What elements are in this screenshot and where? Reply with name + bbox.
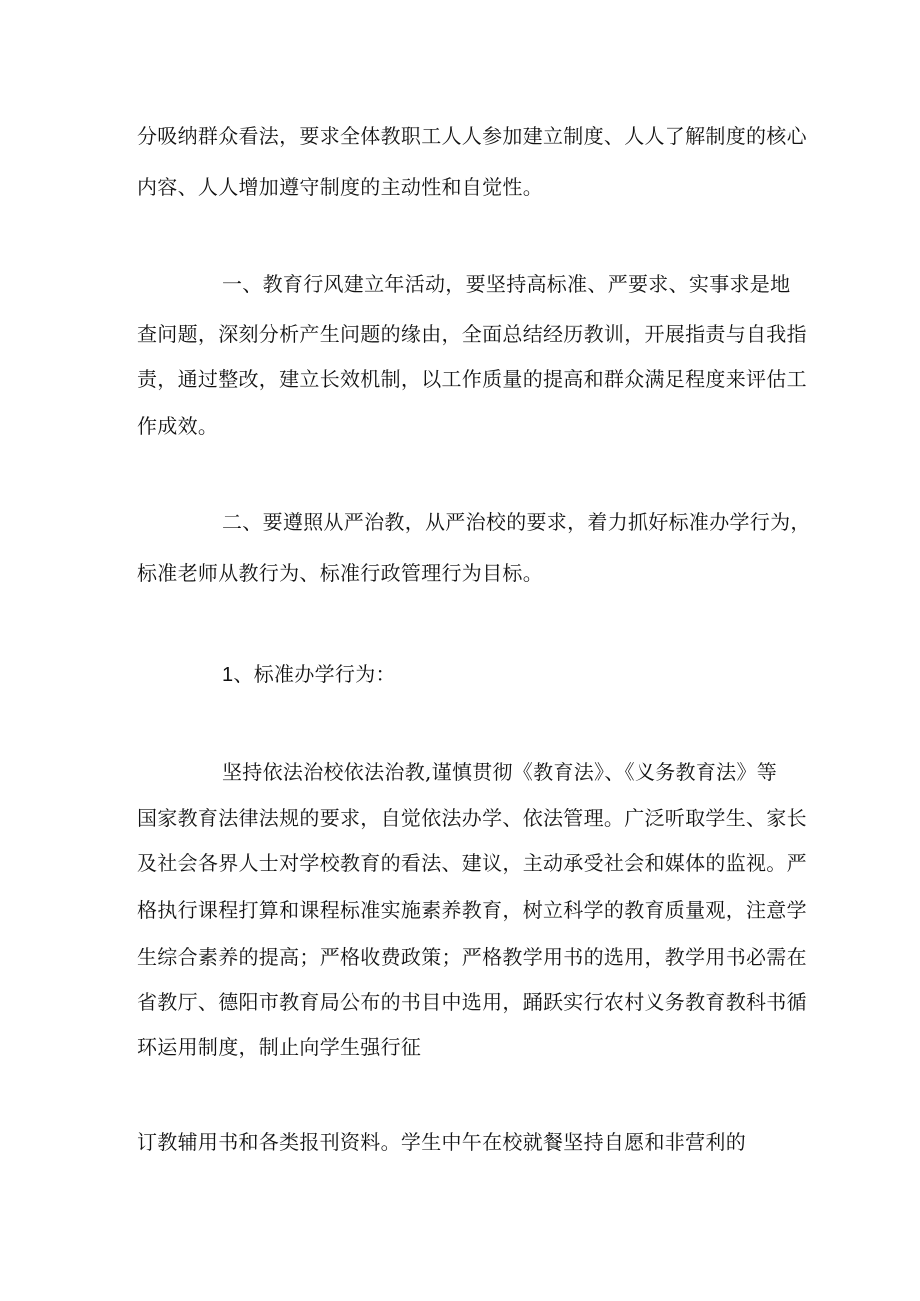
text-line: 二、要遵照从严治教，从严治校的要求，着力抓好标准办学行为， [222, 510, 811, 534]
text-line: 作成效。 [137, 414, 219, 438]
text-line: 标准老师从教行为、标准行政管理行为目标。 [137, 561, 543, 585]
text-line: 格执行课程打算和课程标准实施素养教育，树立科学的教育质量观，注意学 [137, 898, 807, 922]
text-line: 坚持依法治校依法治教,谨慎贯彻《教育法》、《义务教育法》等 [222, 760, 778, 784]
text-line: 分吸纳群众看法，要求全体教职工人人参加建立制度、人人了解制度的核心 [137, 124, 807, 148]
text-line: 省教厅、德阳市教育局公布的书目中选用，踊跃实行农村义务教育教科书循 [137, 990, 807, 1014]
section-heading: 1、标准办学行为： [222, 664, 396, 686]
text-line: 及社会各界人士对学校教育的看法、建议，主动承受社会和媒体的监视。严 [137, 851, 807, 875]
text-line: 责，通过整改，建立长效机制，以工作质量的提高和群众满足程度来评估工 [137, 367, 807, 391]
text-line: 环运用制度，制止向学生强行征 [137, 1035, 422, 1059]
text-line: 查问题，深刻分析产生问题的缘由，全面总结经历教训，开展指责与自我指 [137, 322, 807, 346]
text-line: 订教辅用书和各类报刊资料。学生中午在校就餐坚持自愿和非营利的 [137, 1130, 746, 1154]
text-line: 一、教育行风建立年活动，要坚持高标准、严要求、实事求是地 [222, 272, 791, 296]
text-line: 内容、人人增加遵守制度的主动性和自觉性。 [137, 175, 543, 199]
text-line: 生综合素养的提高；严格收费政策；严格教学用书的选用，教学用书必需在 [137, 945, 807, 969]
text-line: 国家教育法律法规的要求，自觉依法办学、依法管理。广泛听取学生、家长 [137, 806, 807, 830]
